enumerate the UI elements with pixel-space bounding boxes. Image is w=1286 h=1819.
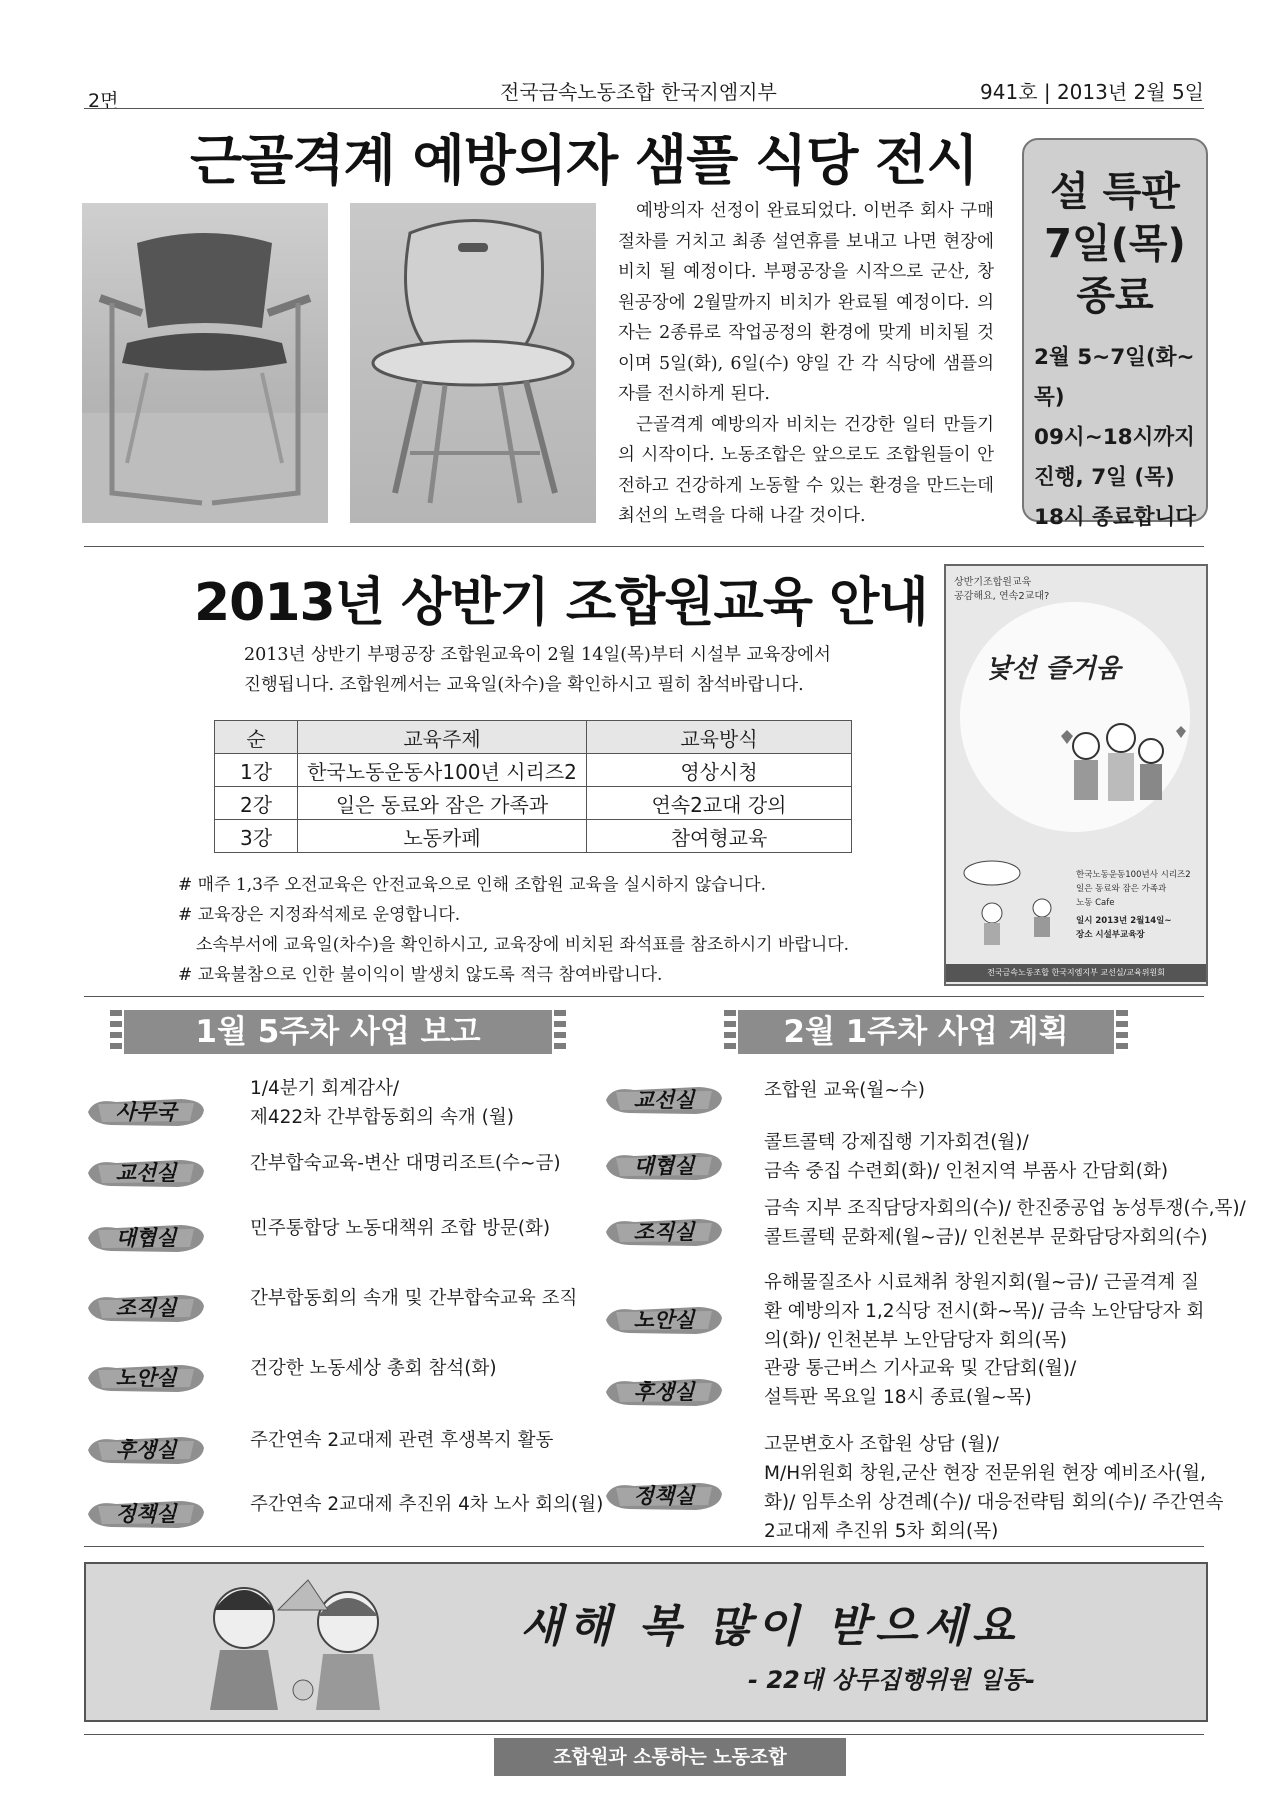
notice-body bbox=[1034, 338, 1200, 538]
poster-header bbox=[954, 576, 1049, 604]
list-item-line: 유해물질조사 시료채취 창원지회(월~금)/ 근골격계 질 bbox=[764, 1272, 1199, 1293]
list-item-line: 1/4분기 회계감사/ bbox=[250, 1078, 400, 1099]
list-item-line: 제422차 간부합동회의 속개 (월) bbox=[250, 1107, 514, 1128]
banner-edge bbox=[110, 1010, 122, 1054]
list-item-line: 의(화)/ 인천본부 노안담당자 회의(목) bbox=[764, 1330, 1067, 1351]
section-divider bbox=[84, 546, 1204, 547]
article1-paragraph: 근골격계 예방의자 비치는 건강한 일터 만들기의 시작이다. 노동조합은 앞으로도 조합원들이 안전하고 건강하게 노동할 수 있는 환경을 만드는데 최선의 노력을 다해 나갈 것이다. bbox=[618, 414, 994, 526]
list-item-line: M/H위원회 창원,군산 현장 전문위원 현장 예비조사(월, bbox=[764, 1463, 1206, 1484]
article2-title: 2013년 상반기 조합원교육 안내 bbox=[194, 573, 928, 633]
list-item-line: 금속 지부 조직담당자회의(수)/ 한진중공업 농성투쟁(수,목)/ bbox=[764, 1198, 1246, 1219]
notice-title-line: 7일(목) bbox=[1044, 221, 1186, 267]
poster-info-line: 일은 동료와 잠은 가족과 bbox=[1076, 884, 1167, 894]
education-table bbox=[214, 720, 852, 853]
list-item bbox=[250, 1214, 590, 1243]
list-item bbox=[250, 1490, 604, 1519]
table-cell: 노동카페 bbox=[298, 820, 587, 853]
dept-label: 조직실 bbox=[115, 1296, 177, 1320]
list-item bbox=[250, 1426, 590, 1455]
intro-line: 진행됩니다. 조합원께서는 교육일(차수)을 확인하시고 필히 참석바랍니다. bbox=[244, 675, 804, 695]
list-item-line: 콜트콜텍 강제집행 기자회견(월)/ bbox=[764, 1132, 1029, 1153]
dept-tag bbox=[86, 1496, 206, 1532]
dept-tag bbox=[604, 1214, 724, 1250]
table-row bbox=[215, 754, 852, 787]
dept-tag bbox=[86, 1155, 206, 1191]
list-item-line: 금속 중집 수련회(화)/ 인천지역 부품사 간담회(화) bbox=[764, 1161, 1169, 1182]
cartoon-illustration bbox=[952, 858, 1072, 948]
list-item bbox=[764, 1128, 1204, 1186]
dept-tag bbox=[86, 1220, 206, 1256]
list-item bbox=[764, 1194, 1246, 1252]
footer-slogan: 조합원과 소통하는 노동조합 bbox=[494, 1738, 846, 1776]
list-item-line: 설특판 목요일 18시 종료(월~목) bbox=[764, 1387, 1032, 1408]
list-item bbox=[764, 1430, 1224, 1546]
list-item-line: 고문변호사 조합원 상담 (월)/ bbox=[764, 1434, 999, 1455]
list-item bbox=[764, 1268, 1204, 1355]
table-cell: 일은 동료와 잠은 가족과 bbox=[298, 787, 587, 820]
poster-date: 일시 2013년 2월14일~ bbox=[1076, 916, 1172, 926]
armchair-photo bbox=[82, 203, 328, 523]
banner-edge bbox=[1116, 1010, 1128, 1054]
dept-label: 교선실 bbox=[633, 1088, 695, 1112]
children-illustration bbox=[158, 1570, 458, 1716]
poster-info-line: 노동 Cafe bbox=[1076, 898, 1115, 908]
table-row bbox=[215, 787, 852, 820]
greeting-signature: - 22대 상무집행위원 일동- bbox=[748, 1666, 1036, 1694]
family-illustration bbox=[1056, 716, 1196, 826]
header-rule bbox=[84, 108, 1204, 109]
list-item-line: 화)/ 임투소위 상견례(수)/ 대응전략팀 회의(수)/ 주간연속 bbox=[764, 1492, 1224, 1513]
article1-body bbox=[618, 196, 994, 532]
poster-info bbox=[1076, 868, 1191, 942]
section-divider bbox=[84, 1546, 1204, 1547]
list-item bbox=[250, 1074, 590, 1132]
list-item-line: 민주통합당 노동대책위 조합 방문(화) bbox=[250, 1218, 551, 1239]
dept-label: 대협실 bbox=[115, 1226, 177, 1250]
dept-label: 교선실 bbox=[115, 1161, 177, 1185]
list-item bbox=[250, 1354, 590, 1383]
dept-label: 노안실 bbox=[633, 1308, 695, 1332]
table-header: 순 bbox=[215, 721, 298, 754]
poster-place: 장소 시설부교육장 bbox=[1076, 930, 1145, 940]
intro-line: 2013년 상반기 부평공장 조합원교육이 2월 14일(목)부터 시설부 교육장에서 bbox=[244, 645, 831, 665]
plan-banner: 2월 1주차 사업 계획 bbox=[738, 1010, 1114, 1054]
list-item-line: 조합원 교육(월~수) bbox=[764, 1080, 925, 1101]
notice-line: 18시 종료합니다 bbox=[1034, 505, 1197, 530]
dept-tag bbox=[604, 1082, 724, 1118]
notice-title-line: 종료 bbox=[1076, 273, 1154, 319]
table-header: 교육방식 bbox=[587, 721, 852, 754]
notice-title bbox=[1024, 166, 1206, 322]
table-cell: 3강 bbox=[215, 820, 298, 853]
table-cell: 참여형교육 bbox=[587, 820, 852, 853]
note-line: # 매주 1,3주 오전교육은 안전교육으로 인해 조합원 교육을 실시하지 않습니다. bbox=[178, 875, 766, 895]
dept-tag bbox=[604, 1478, 724, 1514]
notice-line: 2월 5~7일(화~목) bbox=[1034, 345, 1195, 410]
list-item-line: 환 예방의자 1,2식당 전시(화~목)/ 금속 노안담당자 회 bbox=[764, 1301, 1205, 1322]
poster-info-line: 한국노동운동100년사 시리즈2 bbox=[1076, 870, 1191, 880]
publisher-name: 전국금속노동조합 한국지엠지부 bbox=[500, 80, 777, 104]
list-item bbox=[250, 1284, 590, 1313]
footer-rule bbox=[84, 1734, 1204, 1735]
dept-label: 노안실 bbox=[115, 1366, 177, 1390]
table-header-row bbox=[215, 721, 852, 754]
dept-label: 정책실 bbox=[633, 1484, 695, 1508]
table-row bbox=[215, 820, 852, 853]
article1-title: 근골격계 예방의자 샘플 식당 전시 bbox=[190, 129, 978, 192]
dept-label: 조직실 bbox=[633, 1220, 695, 1244]
list-item-line: 건강한 노동세상 총회 참석(화) bbox=[250, 1358, 497, 1379]
notice-line: 09시~18시까지 bbox=[1034, 425, 1195, 450]
article2-intro bbox=[244, 640, 831, 700]
sidechair-photo bbox=[350, 203, 596, 523]
list-item-line: 간부합동회의 속개 및 간부합숙교육 조직 bbox=[250, 1288, 578, 1309]
poster-header-line: 공감해요, 연속2교대? bbox=[954, 591, 1050, 602]
list-item bbox=[764, 1354, 1204, 1412]
note-line: 소속부서에 교육일(차수)을 확인하시고, 교육장에 비치된 좌석표를 참조하시기 바랍니다. bbox=[196, 935, 850, 955]
section-divider bbox=[84, 996, 1204, 997]
education-notes bbox=[178, 870, 849, 990]
issue-date: 941호 | 2013년 2월 5일 bbox=[980, 80, 1204, 104]
table-header: 교육주제 bbox=[298, 721, 587, 754]
list-item-line: 2교대제 추진위 5차 회의(목) bbox=[764, 1521, 999, 1542]
poster-footer: 전국금속노동조합 한국지엠지부 교선실/교육위원회 bbox=[946, 964, 1206, 982]
dept-tag bbox=[86, 1360, 206, 1396]
list-item-line: 간부합숙교육-변산 대명리조트(수~금) bbox=[250, 1153, 561, 1174]
special-sale-notice bbox=[1022, 138, 1208, 530]
list-item-line: 관광 통근버스 기사교육 및 간담회(월)/ bbox=[764, 1358, 1077, 1379]
table-cell: 연속2교대 강의 bbox=[587, 787, 852, 820]
dept-tag bbox=[604, 1374, 724, 1410]
poster-title: 낯선 즐거움 bbox=[986, 654, 1121, 684]
dept-tag bbox=[604, 1148, 724, 1184]
note-line: # 교육장은 지정좌석제로 운영합니다. bbox=[178, 905, 461, 925]
dept-label: 후생실 bbox=[115, 1438, 177, 1462]
article1-paragraph: 예방의자 선정이 완료되었다. 이번주 회사 구매절차를 거치고 최종 설연휴를 보내고 나면 현장에 비치 될 예정이다. 부평공장을 시작으로 군산, 창원공장에 2월말까지 비치가 완료될 예정이다. 의자는 2종류로 작업공정의 환경에 맞게 비치될 것이며 5일(화), 6일(수) 양일 간 각 식당에 샘플의자를 전시하게 된다. bbox=[618, 201, 994, 404]
table-cell: 1강 bbox=[215, 754, 298, 787]
table-cell: 한국노동운동사100년 시리즈2 bbox=[298, 754, 587, 787]
list-item-line: 콜트콜텍 문화제(월~금)/ 인천본부 문화담당자회의(수) bbox=[764, 1227, 1208, 1248]
dept-label: 정책실 bbox=[115, 1502, 177, 1526]
list-item-line: 주간연속 2교대제 관련 후생복지 활동 bbox=[250, 1430, 554, 1451]
dept-tag bbox=[86, 1432, 206, 1468]
dept-tag bbox=[86, 1290, 206, 1326]
notice-line: 진행, 7일 (목) bbox=[1034, 465, 1175, 490]
table-cell: 영상시청 bbox=[587, 754, 852, 787]
poster-header-line: 상반기조합원교육 bbox=[954, 577, 1032, 588]
note-line: # 교육불참으로 인한 불이익이 발생치 않도록 적극 참여바랍니다. bbox=[178, 965, 663, 985]
dept-tag bbox=[86, 1094, 206, 1130]
banner-edge bbox=[554, 1010, 566, 1054]
greeting-text: 새해 복 많이 받으세요 bbox=[520, 1601, 1021, 1652]
dept-label: 후생실 bbox=[633, 1380, 695, 1404]
banner-edge bbox=[724, 1010, 736, 1054]
education-poster bbox=[944, 564, 1208, 986]
notice-title-line: 설 특판 bbox=[1050, 169, 1180, 215]
list-item bbox=[764, 1076, 1204, 1105]
new-year-greeting bbox=[84, 1562, 1208, 1722]
page-number: 2면 bbox=[88, 90, 119, 112]
table-cell: 2강 bbox=[215, 787, 298, 820]
dept-tag bbox=[604, 1302, 724, 1338]
list-item bbox=[250, 1149, 590, 1178]
dept-label: 사무국 bbox=[115, 1100, 177, 1124]
list-item-line: 주간연속 2교대제 추진위 4차 노사 회의(월) bbox=[250, 1494, 604, 1515]
dept-label: 대협실 bbox=[633, 1154, 695, 1178]
report-banner: 1월 5주차 사업 보고 bbox=[124, 1010, 552, 1054]
